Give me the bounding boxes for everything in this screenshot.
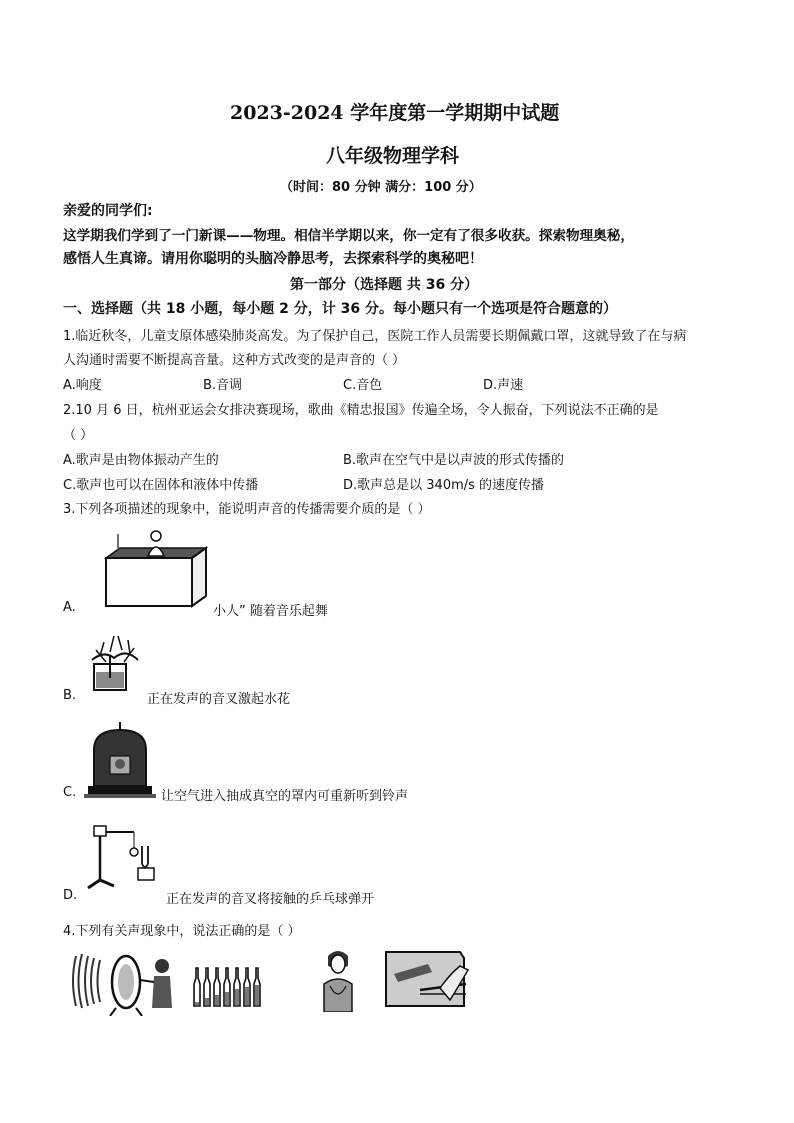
section-heading: 一、选择题（共 18 小题，每小题 2 分，计 36 分。每小题只有一个选项是符合题意的） <box>63 301 617 317</box>
intro-line-2: 感悟人生真谛。请用你聪明的头脑冷静思考，去探索科学的奥秘吧！ <box>63 251 483 267</box>
q2-option-c: C.歌声也可以在固体和液体中传播 <box>63 478 259 493</box>
q1-option-d: D.声速 <box>483 378 524 393</box>
q4-bottles-figure <box>190 962 270 1008</box>
greeting: 亲爱的同学们: <box>63 203 153 219</box>
intro-line-1: 这学期我们学到了一门新课——物理。相信半学期以来，你一定有了很多收获。探索物理奥秘， <box>63 228 634 244</box>
q3-option-c-text: 让空气进入抽成真空的罩内可重新听到铃声 <box>161 789 409 804</box>
q3-option-c-letter: C. <box>63 785 77 800</box>
q4-woman-figure <box>316 946 360 1012</box>
q2-option-b: B.歌声在空气中是以声波的形式传播的 <box>343 453 565 468</box>
q3-option-d-letter: D. <box>63 888 78 903</box>
q2-option-d: D.歌声总是以 340m/s 的速度传播 <box>343 478 545 493</box>
q4-line-1: 4.下列有关声现象中，说法正确的是（ ） <box>63 924 301 939</box>
q1-option-b: B.音调 <box>203 378 243 393</box>
q1-line-1: 1.临近秋冬，儿童支原体感染肺炎高发。为了保护自己，医院工作人员需要长期佩戴口罩，这就导致了在与病 <box>63 329 687 344</box>
time-score-line: （时间：80 分钟 满分：100 分） <box>280 180 482 195</box>
q4-ruler-figure <box>380 944 470 1014</box>
q3-c-bell-jar-figure <box>84 720 156 800</box>
q3-a-speaker-box-figure <box>100 528 210 610</box>
q3-d-tuning-fork-ball-figure <box>86 822 166 892</box>
q2-option-a: A.歌声是由物体振动产生的 <box>63 453 219 468</box>
q3-option-d-text: 正在发声的音叉将接触的乒乓球弹开 <box>166 892 375 907</box>
q3-option-a-text: 小人” 随着音乐起舞 <box>213 604 328 619</box>
q1-line-2: 人沟通时需要不断提高音量。这种方式改变的是声音的（ ） <box>63 353 406 368</box>
q3-line-1: 3.下列各项描述的现象中，能说明声音的传播需要介质的是（ ） <box>63 502 431 517</box>
q3-option-a-letter: A. <box>63 600 76 615</box>
exam-subject: 八年级物理学科 <box>326 145 460 167</box>
q3-option-b-text: 正在发声的音叉激起水花 <box>147 692 291 707</box>
q2-line-2: （ ） <box>63 428 94 443</box>
q3-b-tuning-fork-water-figure <box>84 632 144 694</box>
exam-title: 2023-2024 学年度第一学期期中试题 <box>230 102 560 124</box>
q2-line-1: 2.10 月 6 日，杭州亚运会女排决赛现场，歌曲《精忠报国》传遍全场，令人振奋，下列说法不正确的是 <box>63 403 659 418</box>
part1-heading: 第一部分（选择题 共 36 分） <box>290 277 479 293</box>
q1-option-a: A.响度 <box>63 378 102 393</box>
q1-option-c: C.音色 <box>343 378 383 393</box>
q3-option-b-letter: B. <box>63 688 77 703</box>
q4-drum-figure <box>70 946 182 1016</box>
